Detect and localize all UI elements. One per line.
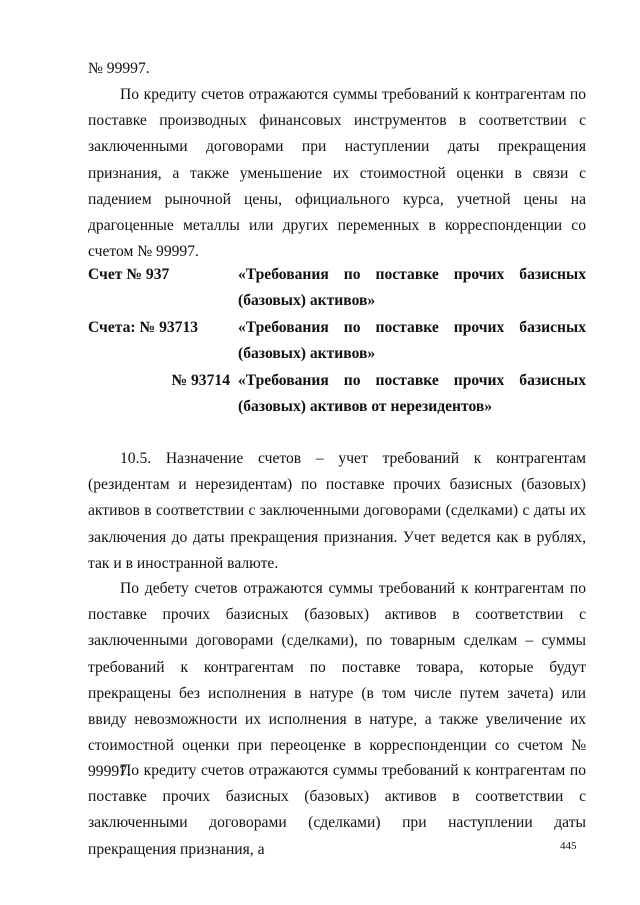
account-937-label: Счет № 937 xyxy=(88,266,170,283)
account-937-title-line1: «Требования по поставке прочих базисных xyxy=(238,266,586,283)
account-93714-title xyxy=(238,368,586,420)
account-937-title-line2: (базовых) активов» xyxy=(238,292,376,310)
paragraph-continuation: № 99997. xyxy=(88,60,150,77)
account-937-title xyxy=(238,262,586,314)
account-93713-title-line1: «Требования по поставке прочих базисных xyxy=(238,319,586,336)
paragraph-credit: По кредиту счетов отражаются суммы требований к контрагентам по поставке прочих базисных (базовых) активов в соответствии с заключенными договорами (сделками) при наступлении даты прекращения признания, а xyxy=(88,762,586,858)
account-93714-label: № 93714 xyxy=(171,372,230,389)
page-number: 445 xyxy=(560,840,577,852)
paragraph-accounts-purpose: 10.5. Назначение счетов – учет требований к контрагентам (резидентам и нерезидентам) по поставке прочих базисных (базовых) активов в соответствии с заключенными договорами (сделками) с даты их заключения до даты прекращения признания. Учет ведется как в рублях, так и в иностранной валюте. xyxy=(88,450,586,572)
account-93713-label: Счета: № 93713 xyxy=(88,319,199,336)
account-93713-title xyxy=(238,315,586,367)
paragraph-debit: По дебету счетов отражаются суммы требований к контрагентам по поставке прочих базисных (базовых) активов в соответствии с заключенными договорами (сделками), по товарным сделкам – суммы требований к контрагентам по поставке товара, которые будут прекращены без исполнения в натуре (в том числе путем зачета) или ввиду невозможности их исполнения в натуре, а также увеличение их стоимостной оценки при переоценке в корреспонденции со счетом № 99997. xyxy=(88,580,586,781)
account-93714-title-line1: «Требования по поставке прочих базисных xyxy=(238,372,586,389)
account-93713-title-line2: (базовых) активов» xyxy=(238,345,376,363)
paragraph-credit-derivatives: По кредиту счетов отражаются суммы требований к контрагентам по поставке производных финансовых инструментов в соответствии с заключенными договорами при наступлении даты прекращения признания, а также уменьшение их стоимостной оценки в связи с падением рыночной цены, официального курса, учетной цены на драгоценные металлы или других переменных в корреспонденции со счетом № 99997. xyxy=(88,86,586,261)
account-93714-title-line2: (базовых) активов от нерезидентов» xyxy=(238,398,493,416)
